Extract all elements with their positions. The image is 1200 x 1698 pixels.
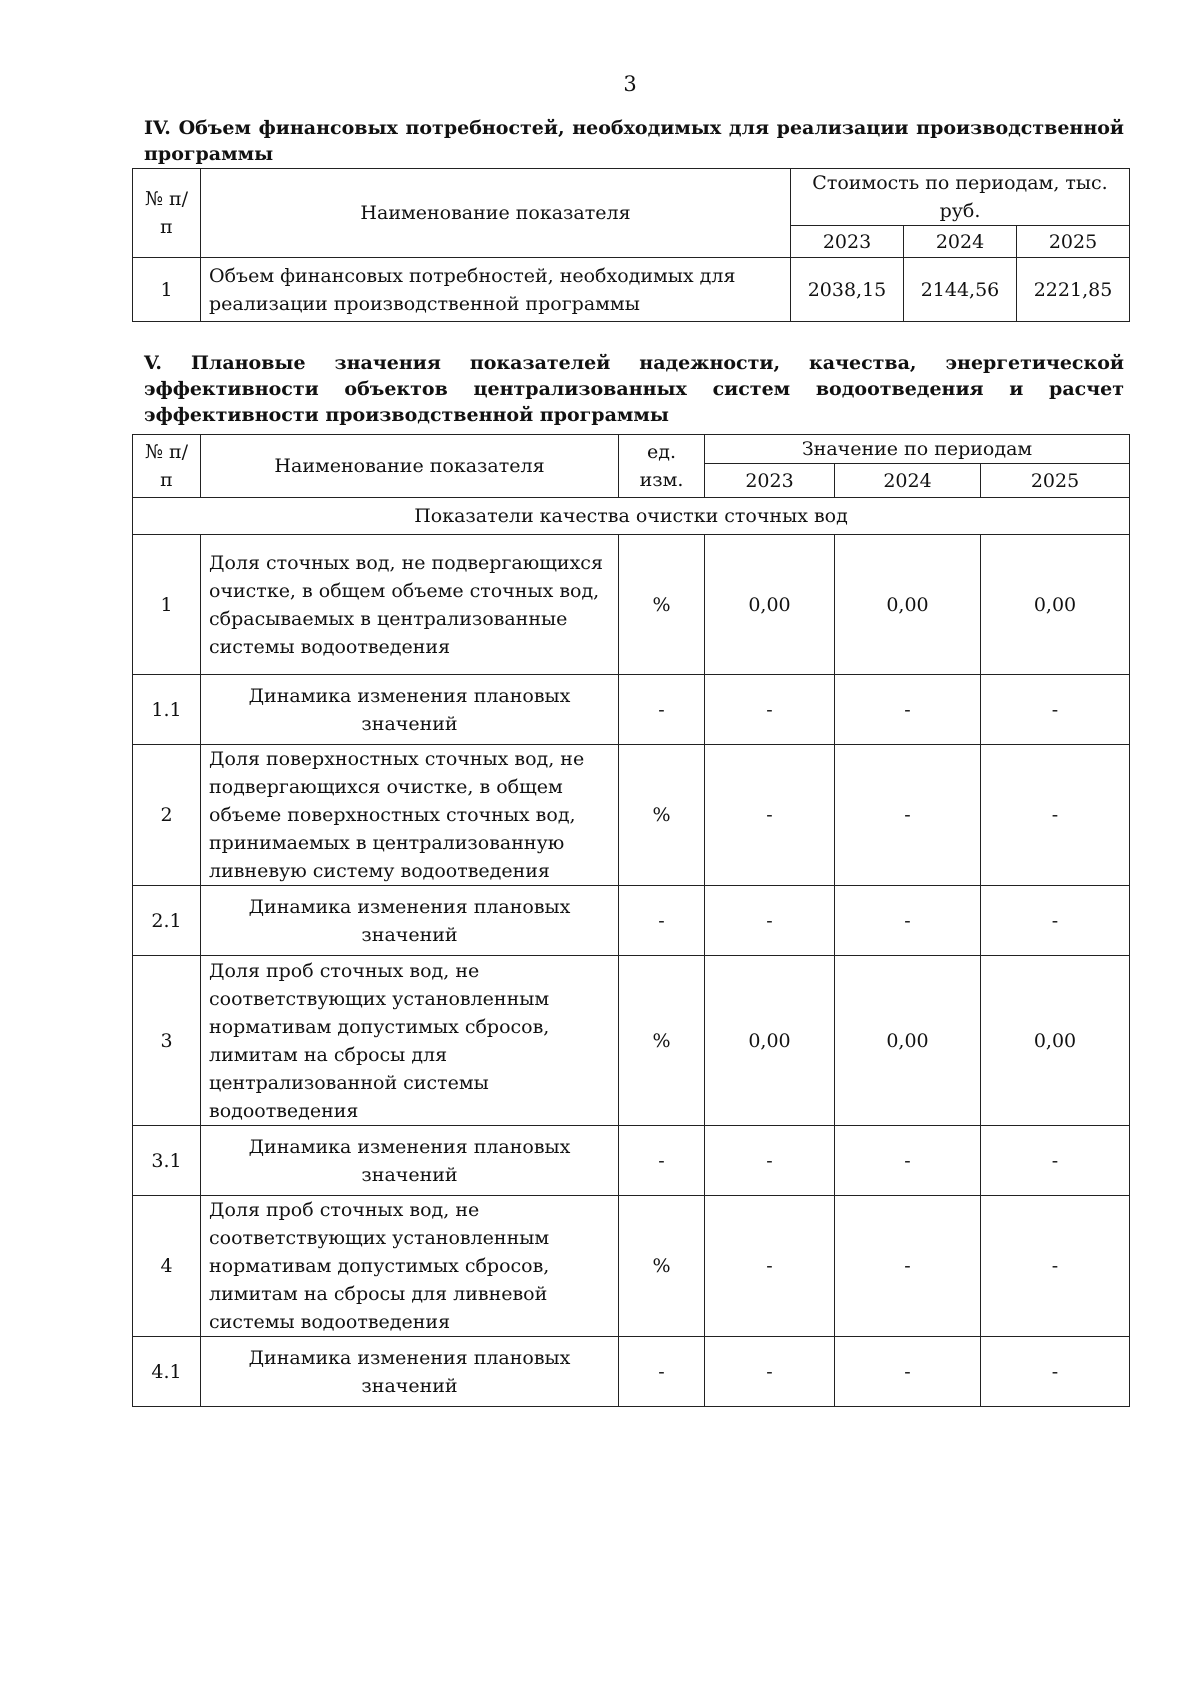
row-name: Доля сточных вод, не подвергающихся очистке, в общем объеме сточных вод, сбрасываемых в централизованные системы водоотведения xyxy=(201,535,619,675)
row-unit: % xyxy=(619,956,705,1126)
section-iv-title: IV. Объем финансовых потребностей, необходимых для реализации производственной программы xyxy=(144,117,1124,165)
row-value: 0,00 xyxy=(835,535,981,675)
row-value: - xyxy=(705,1126,835,1196)
row-value: - xyxy=(835,675,981,745)
row-value: - xyxy=(705,886,835,956)
header-unit: ед. изм. xyxy=(619,435,705,498)
row-unit: % xyxy=(619,745,705,886)
row-value: - xyxy=(981,1126,1130,1196)
header-periods: Значение по периодам xyxy=(705,435,1130,464)
row-value: 0,00 xyxy=(835,956,981,1126)
header-num: № п/п xyxy=(133,169,201,258)
table-row xyxy=(133,675,1130,745)
section-v-title: V. Плановые значения показателей надежности, качества, энергетической эффективности объектов централизованных систем водоотведения и расчет эффективности производственной программы xyxy=(144,352,1124,426)
row-value: 0,00 xyxy=(981,535,1130,675)
indicators-table xyxy=(132,434,1130,1407)
row-name: Доля проб сточных вод, не соответствующих установленным нормативам допустимых сбросов, лимитам на сбросы для централизованной системы водоотведения xyxy=(201,956,619,1126)
header-year: 2025 xyxy=(981,464,1130,498)
row-value: - xyxy=(705,675,835,745)
row-unit: - xyxy=(619,1126,705,1196)
row-name: Динамика изменения плановых значений xyxy=(201,1126,619,1196)
table-row xyxy=(133,1196,1130,1337)
row-unit: % xyxy=(619,1196,705,1337)
category-row xyxy=(133,498,1130,535)
table-row xyxy=(133,1337,1130,1407)
row-value: - xyxy=(705,1337,835,1407)
row-value: - xyxy=(835,1196,981,1337)
row-num: 3 xyxy=(133,956,201,1126)
row-num: 1 xyxy=(133,258,201,322)
row-name: Динамика изменения плановых значений xyxy=(201,675,619,745)
header-year: 2023 xyxy=(791,226,904,258)
row-value: - xyxy=(981,886,1130,956)
row-value: - xyxy=(981,1337,1130,1407)
row-unit: - xyxy=(619,675,705,745)
header-cost: Стоимость по периодам, тыс. руб. xyxy=(791,169,1130,226)
row-value: - xyxy=(705,745,835,886)
header-name: Наименование показателя xyxy=(201,169,791,258)
row-name: Доля поверхностных сточных вод, не подвергающихся очистке, в общем объеме поверхностных сточных вод, принимаемых в централизованную ливневую систему водоотведения xyxy=(201,745,619,886)
row-value: - xyxy=(835,1126,981,1196)
row-value: 0,00 xyxy=(981,956,1130,1126)
row-value: 0,00 xyxy=(705,956,835,1126)
row-value: - xyxy=(981,1196,1130,1337)
row-value: - xyxy=(835,1337,981,1407)
row-value: 2221,85 xyxy=(1017,258,1130,322)
row-value: - xyxy=(981,675,1130,745)
table-row xyxy=(133,535,1130,675)
row-num: 3.1 xyxy=(133,1126,201,1196)
row-value: 2038,15 xyxy=(791,258,904,322)
header-year: 2024 xyxy=(835,464,981,498)
row-value: 2144,56 xyxy=(904,258,1017,322)
row-num: 2.1 xyxy=(133,886,201,956)
row-unit: % xyxy=(619,535,705,675)
table-row xyxy=(133,886,1130,956)
row-num: 2 xyxy=(133,745,201,886)
row-value: - xyxy=(981,745,1130,886)
financial-needs-table xyxy=(132,168,1130,322)
row-value: 0,00 xyxy=(705,535,835,675)
row-name: Динамика изменения плановых значений xyxy=(201,886,619,956)
row-name: Динамика изменения плановых значений xyxy=(201,1337,619,1407)
page-number: 3 xyxy=(623,72,637,96)
row-num: 1 xyxy=(133,535,201,675)
header-num: № п/п xyxy=(133,435,201,498)
table-row xyxy=(133,258,1130,322)
category-label: Показатели качества очистки сточных вод xyxy=(133,498,1130,535)
header-year: 2023 xyxy=(705,464,835,498)
table-row xyxy=(133,956,1130,1126)
row-value: - xyxy=(835,886,981,956)
header-year: 2024 xyxy=(904,226,1017,258)
row-num: 1.1 xyxy=(133,675,201,745)
table-row xyxy=(133,1126,1130,1196)
header-year: 2025 xyxy=(1017,226,1130,258)
row-unit: - xyxy=(619,1337,705,1407)
row-num: 4.1 xyxy=(133,1337,201,1407)
row-num: 4 xyxy=(133,1196,201,1337)
row-value: - xyxy=(705,1196,835,1337)
table-row xyxy=(133,745,1130,886)
row-name: Доля проб сточных вод, не соответствующих установленным нормативам допустимых сбросов, лимитам на сбросы для ливневой системы водоотведения xyxy=(201,1196,619,1337)
row-unit: - xyxy=(619,886,705,956)
row-value: - xyxy=(835,745,981,886)
header-name: Наименование показателя xyxy=(201,435,619,498)
row-name: Объем финансовых потребностей, необходимых для реализации производственной программы xyxy=(201,258,791,322)
